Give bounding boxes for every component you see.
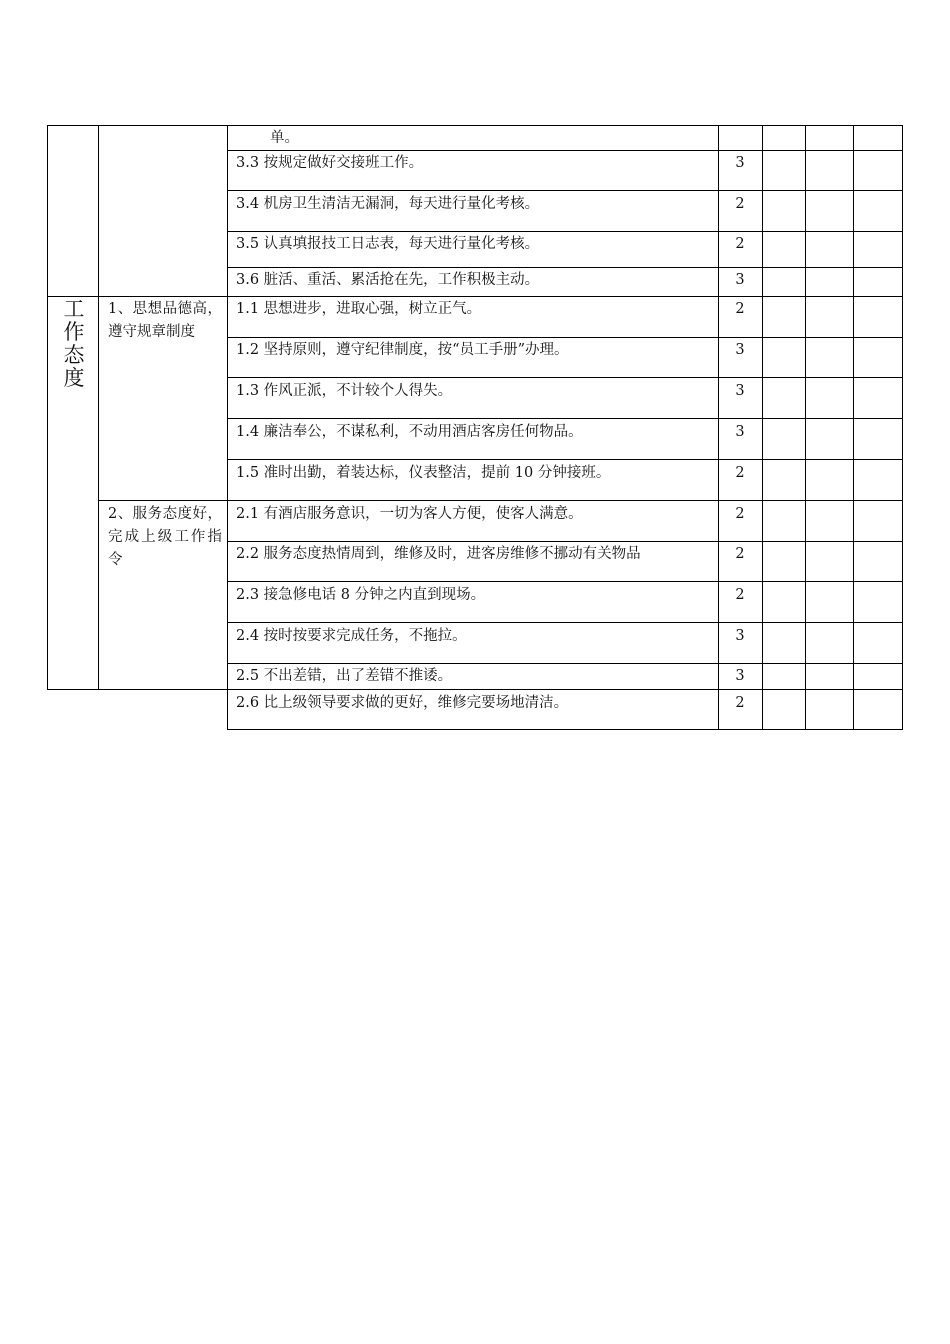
criterion-text: 2.3 接急修电话 8 分钟之内直到现场。: [236, 587, 486, 603]
row-divider: [227, 150, 903, 151]
criterion-text: 2.1 有酒店服务意识，一切为客人方便，使客人满意。: [236, 506, 583, 522]
table-border-bottom: [47, 689, 903, 690]
table-border-left: [47, 125, 48, 690]
criterion-text: 1.3 作风正派，不计较个人得失。: [236, 383, 453, 399]
score-value: 2: [735, 546, 745, 562]
row-divider: [227, 231, 903, 232]
subcategory-label: 2、服务态度好，完成上级工作指令: [108, 506, 222, 568]
table-border-right: [902, 125, 903, 730]
criterion-text: 2.6 比上级领导要求做的更好，维修完要场地清洁。: [236, 695, 569, 711]
score-value: 2: [735, 236, 745, 252]
table-border-bottom: [227, 729, 903, 730]
score-value: 3: [735, 668, 745, 684]
criterion-text: 3.3 按规定做好交接班工作。: [236, 155, 424, 171]
row-divider: [227, 459, 903, 460]
row-divider: [227, 377, 903, 378]
column-divider: [227, 125, 228, 730]
subcategory-label: 1、思想品德高，遵守规章制度: [108, 301, 222, 340]
row-divider: [227, 581, 903, 582]
score-value: 2: [735, 587, 745, 603]
score-value: 2: [735, 465, 745, 481]
criterion-text: 1.4 廉洁奉公，不谋私利，不动用酒店客房任何物品。: [236, 424, 583, 440]
criterion-text: 1.1 思想进步，进取心强，树立正气。: [236, 301, 482, 317]
criterion-text: 1.2 坚持原则，遵守纪律制度，按“员工手册”办理。: [236, 342, 569, 358]
score-value: 3: [735, 383, 745, 399]
score-value: 3: [735, 424, 745, 440]
row-divider: [227, 418, 903, 419]
criterion-text: 3.5 认真填报技工日志表，每天进行量化考核。: [236, 236, 540, 252]
row-divider: [227, 541, 903, 542]
score-value: 2: [735, 506, 745, 522]
score-value: 3: [735, 155, 745, 171]
criterion-text: 2.5 不出差错，出了差错不推诿。: [236, 668, 453, 684]
criterion-text: 2.4 按时按要求完成任务，不拖拉。: [236, 628, 467, 644]
section-divider: [47, 296, 903, 297]
row-divider: [227, 190, 903, 191]
row-divider: [227, 337, 903, 338]
category-label: 工 作 态 度: [63, 297, 85, 390]
score-value: 3: [735, 628, 745, 644]
score-value: 3: [735, 342, 745, 358]
row-divider: [227, 663, 903, 664]
criterion-text: 单。: [270, 130, 299, 146]
subsection-divider: [98, 500, 903, 501]
score-value: 2: [735, 695, 745, 711]
column-divider: [853, 125, 854, 730]
score-value: 3: [735, 272, 745, 288]
column-divider: [805, 125, 806, 730]
score-value: 2: [735, 196, 745, 212]
row-divider: [227, 622, 903, 623]
column-divider: [98, 125, 99, 690]
table-border-top: [47, 125, 903, 126]
criterion-text: 3.6 脏活、重活、累活抢在先，工作积极主动。: [236, 272, 540, 288]
criterion-text: 3.4 机房卫生清洁无漏洞，每天进行量化考核。: [236, 196, 540, 212]
criterion-text: 1.5 准时出勤，着装达标，仪表整洁，提前 10 分钟接班。: [236, 465, 611, 481]
score-value: 2: [735, 301, 745, 317]
criterion-text: 2.2 服务态度热情周到，维修及时，进客房维修不挪动有关物品: [236, 546, 641, 562]
row-divider: [227, 267, 903, 268]
column-divider: [762, 125, 763, 730]
